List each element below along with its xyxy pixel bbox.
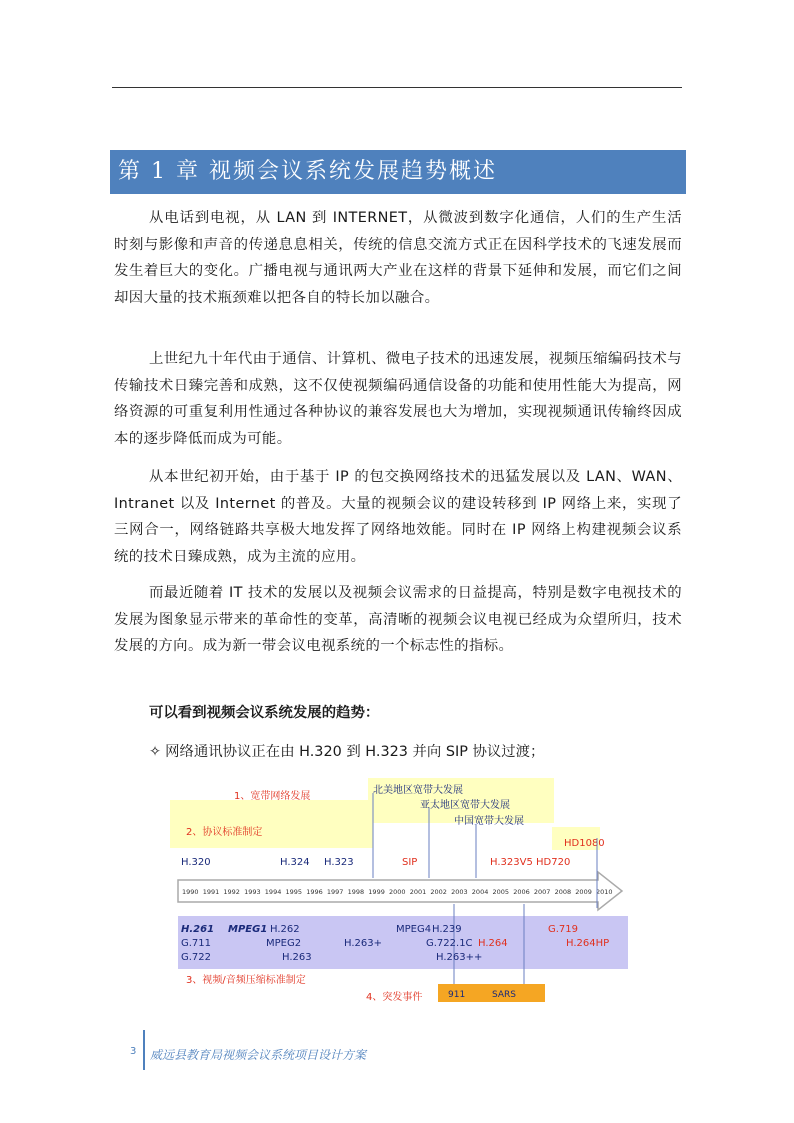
footer-accent-bar	[143, 1030, 145, 1070]
protocol-h320: H.320	[181, 857, 211, 868]
codec-h264: H.264	[478, 938, 508, 949]
year-label: 2006	[513, 888, 530, 896]
protocol-hd720: HD720	[536, 857, 571, 868]
codec-mpeg1: MPEG1	[228, 924, 268, 935]
paragraph-1: 从电话到电视，从 LAN 到 INTERNET，从微波到数字化通信，人们的生产生活时刻与影像和声音的传递息息相关，传统的信息交流方式正在因科学技术的飞速发展而发生着巨大的变化。广播电视与通讯两大产业在这样的背景下延伸和发展，而它们之间却因大量的技术瓶颈难以把各自的特长加以融合。	[114, 210, 682, 306]
year-label: 2000	[389, 888, 406, 896]
timeline-years	[182, 888, 613, 896]
codec-h239: H.239	[432, 924, 462, 935]
header-rule	[112, 87, 682, 88]
codec-mpeg2: MPEG2	[266, 938, 302, 949]
year-label: 2004	[471, 888, 489, 896]
label-protocol: 2、协议标准制定	[186, 827, 263, 838]
year-label: 1990	[182, 888, 199, 896]
protocol-hd1080: HD1080	[564, 838, 605, 849]
codec-g7221c: G.722.1C	[426, 938, 473, 949]
protocol-sip: SIP	[402, 857, 418, 868]
timeline-figure	[170, 778, 630, 1008]
codec-h263: H.263	[282, 952, 312, 963]
label-events: 4、突发事件	[366, 992, 423, 1003]
codec-mpeg4: MPEG4	[396, 924, 432, 935]
note-north-america: 北美地区宽带大发展	[373, 785, 463, 796]
year-label: 1994	[264, 888, 282, 896]
paragraph-2: 上世纪九十年代由于通信、计算机、微电子技术的迅速发展，视频压缩编码技术与传输技术日臻完善和成熟，这不仅使视频编码通信设备的功能和使用性能大为提高，网络资源的可重复利用性通过各种协议的兼容发展也大为增加，实现视频通讯传输终因成本的逐步降低而成为可能。	[114, 351, 682, 447]
chapter-title: 第 1 章 视频会议系统发展趋势概述	[118, 159, 497, 184]
codec-g719: G.719	[548, 924, 579, 935]
timeline-svg	[170, 778, 630, 1008]
year-label: 2010	[596, 888, 613, 896]
codec-h261: H.261	[181, 924, 215, 935]
year-label: 2008	[554, 888, 572, 896]
paragraph-4: 而最近随着 IT 技术的发展以及视频会议需求的日益提高，特别是数字电视技术的发展为图象显示带来的革命性的变革，高清晰的视频会议电视已经成为众望所归，技术发展的方向。成为新一带会议电视系统的一个标志性的指标。	[114, 585, 682, 654]
year-label: 1992	[223, 888, 240, 896]
year-label: 1996	[306, 888, 323, 896]
footer-title: 威远县教育局视频会议系统项目设计方案	[150, 1048, 367, 1062]
year-label: 2009	[575, 888, 592, 896]
note-china: 中国宽带大发展	[454, 816, 524, 827]
trend-heading: 可以看到视频会议系统发展的趋势：	[149, 705, 380, 721]
diamond-bullet-icon: ✧	[149, 744, 162, 760]
protocol-h324: H.324	[280, 857, 310, 868]
label-broadband: 1、宽带网络发展	[234, 791, 311, 802]
year-label: 1995	[285, 888, 303, 896]
year-label: 2005	[492, 888, 510, 896]
codec-g711: G.711	[181, 938, 212, 949]
year-label: 1993	[244, 888, 261, 896]
codec-h264hp: H.264HP	[566, 938, 610, 949]
codec-h262: H.262	[270, 924, 300, 935]
page-number: 3	[130, 1046, 137, 1057]
note-asia-pacific: 亚太地区宽带大发展	[420, 800, 510, 811]
year-label: 2002	[430, 888, 447, 896]
year-label: 1997	[326, 888, 344, 896]
event-sars: SARS	[492, 990, 517, 1000]
year-label: 1998	[347, 888, 365, 896]
codec-h263-plusplus: H.263++	[436, 952, 483, 963]
bullet-text: 网络通讯协议正在由 H.320 到 H.323 并向 SIP 协议过渡；	[165, 744, 545, 760]
codec-g722: G.722	[181, 952, 212, 963]
year-label: 2001	[409, 888, 427, 896]
protocol-h323: H.323	[324, 857, 354, 868]
bullet-item	[149, 739, 544, 765]
protocol-highlight	[170, 800, 373, 848]
event-911: 911	[448, 990, 466, 1000]
codec-h263-plus: H.263+	[344, 938, 382, 949]
year-label: 2003	[451, 888, 468, 896]
paragraph-3: 从本世纪初开始，由于基于 IP 的包交换网络技术的迅猛发展以及 LAN、WAN、Intranet 以及 Internet 的普及。大量的视频会议的建设转移到 IP 网络上来，实现了三网合一，网络链路共享极大地发挥了网络地效能。同时在 IP 网络上构建视频会议系统的技术日臻成熟，成为主流的应用。	[114, 469, 682, 565]
protocol-h323v5: H.323V5	[490, 857, 533, 868]
label-codec: 3、视频/音频压缩标准制定	[186, 975, 306, 986]
year-label: 2007	[533, 888, 551, 896]
year-label: 1999	[368, 888, 385, 896]
year-label: 1991	[202, 888, 220, 896]
